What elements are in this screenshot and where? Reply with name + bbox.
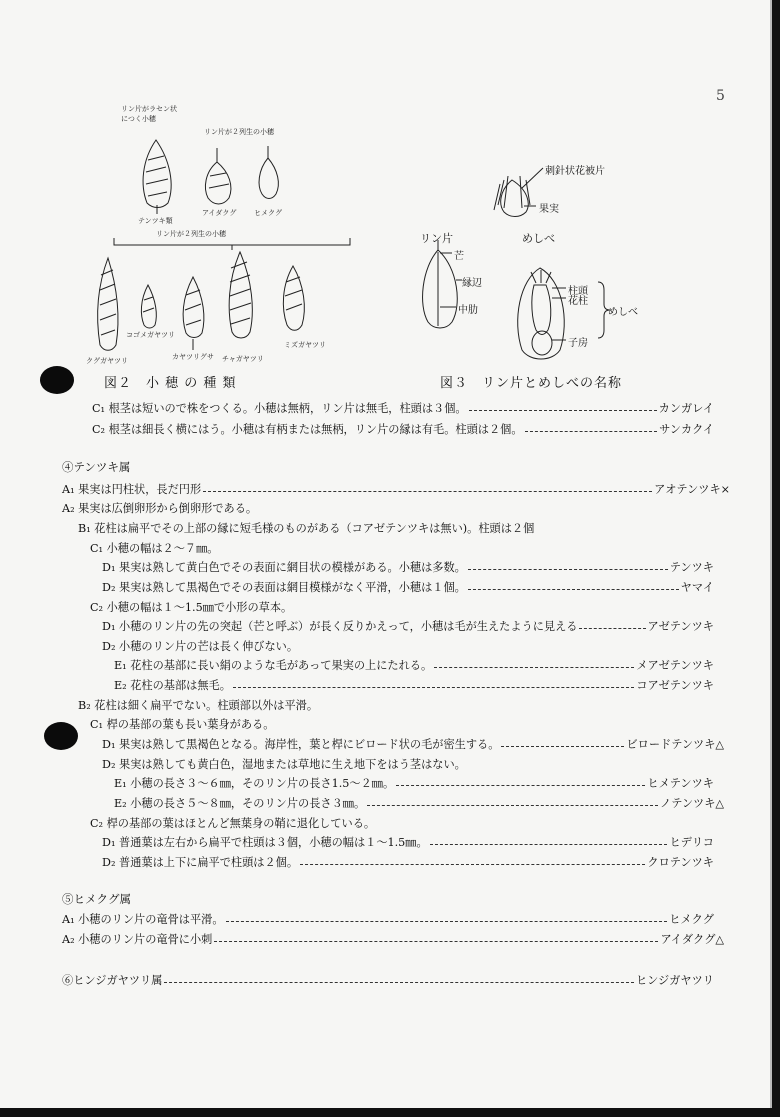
key-entry: E₁ 花柱の基部に長い絹のような毛があって果実の上にたれる。 メアゼテンツキ xyxy=(114,659,714,672)
label-midrib: 中肋 xyxy=(458,305,478,316)
spikelet-label: テンツキ類 xyxy=(138,217,173,225)
key-entry: A₂ 果実は広倒卵形から倒卵形である。 xyxy=(62,502,258,515)
figure-3 xyxy=(0,0,780,400)
key-entry: D₁ 普通葉は左右から扁平で柱頭は３個，小穂の幅は１～1.5㎜。 ヒデリコ xyxy=(102,836,714,849)
key-entry: D₂ 小穂のリン片の芒は長く伸びない。 xyxy=(102,640,299,653)
spikelet-label: チャガヤツリ xyxy=(222,355,264,363)
key-entry: D₁ 果実は熟して黒褐色となる。海岸性，葉と桿にビロード状の毛が密生する。 ビロードテンツキ△ xyxy=(102,738,724,751)
label-2retsu-top: リン片が２列生の小穂 xyxy=(204,128,274,136)
key-entry: E₁ 小穂の長さ３～６㎜，そのリン片の長さ1.5～２㎜。 ヒメテンツキ xyxy=(114,777,714,790)
section-heading: ⑤ヒメクグ属 xyxy=(62,892,131,906)
label-style: 花柱 xyxy=(568,296,588,307)
figure-2-caption: 図２ 小 穂 の 種 類 xyxy=(104,376,237,391)
label-ovary: 子房 xyxy=(568,338,588,349)
spikelet-label: コゴメガヤツリ xyxy=(126,331,175,339)
key-entry: C₂ 桿の基部の葉はほとんど無葉身の鞘に退化している。 xyxy=(90,817,376,830)
label-pistil: めしべ xyxy=(522,232,555,245)
figure-3-caption: 図３ リン片とめしべの名称 xyxy=(440,376,623,391)
key-entry: A₂ 小穂のリン片の竜骨に小刺 アイダクグ△ xyxy=(62,933,724,946)
key-entry: C₂ 小穂の幅は１～1.5㎜で小形の草本。 xyxy=(90,601,293,614)
key-entry: C₂ 根茎は細長く横にはう。小穂は有柄または無柄，リン片の縁は有毛。柱頭は２個。 サンカクイ xyxy=(92,423,714,436)
key-entry: E₂ 小穂の長さ５～８㎜，そのリン片の長さ３㎜。 ノテンツキ△ xyxy=(114,797,724,810)
key-entry: D₂ 普通葉は上下に扁平で柱頭は２個。 クロテンツキ xyxy=(102,856,714,869)
section-heading: ⑥ヒンジガヤツリ属 ヒンジガヤツリ xyxy=(62,974,714,987)
label-awn: 芒 xyxy=(454,251,464,262)
page-number: 5 xyxy=(716,88,725,104)
key-entry: C₁ 小穂の幅は２～７㎜。 xyxy=(90,542,219,555)
label-stigma: 柱頭 xyxy=(568,286,588,297)
key-entry: C₁ 根茎は短いので株をつくる。小穂は無柄，リン片は無毛，柱頭は３個。 カンガレイ xyxy=(92,402,714,415)
binder-hole-mark xyxy=(44,722,78,750)
key-entry: A₁ 果実は円柱状，長だ円形 アオテンツキ× xyxy=(62,483,730,496)
label-bristle: 刺針状花被片 xyxy=(545,166,605,177)
key-entry: E₂ 花柱の基部は無毛。 コアゼテンツキ xyxy=(114,679,714,692)
key-entry: D₂ 果実は熟して黒褐色でその表面は網目模様がなく平滑，小穂は１個。 ヤマイ xyxy=(102,581,714,594)
spikelet-label: アイダクグ xyxy=(202,209,237,217)
key-entry: B₂ 花柱は細く扁平でない。柱頭部以外は平滑。 xyxy=(78,699,319,712)
spikelet-label: クグガヤツリ xyxy=(86,357,128,365)
section-heading: ④テンツキ属 xyxy=(62,460,131,474)
label-rasen: リン片がラセン状 につく小穂 xyxy=(121,105,177,123)
key-entry: A₁ 小穂のリン片の竜骨は平滑。 ヒメクグ xyxy=(62,913,714,926)
label-fruit: 果実 xyxy=(539,204,559,215)
key-entry: D₁ 果実は熟して黄白色でその表面に網目状の模様がある。小穂は多数。 テンツキ xyxy=(102,561,714,574)
label-2retsu-bottom: リン片が２列生の小穂 xyxy=(156,230,226,238)
key-entry: C₁ 桿の基部の葉も長い葉身がある。 xyxy=(90,718,275,731)
key-entry: B₁ 花柱は扁平でその上部の縁に短毛様のものがある（コアゼテンツキは無い)。柱頭は２個 xyxy=(78,522,535,535)
label-edge: 縁辺 xyxy=(462,278,482,289)
scale-pistil-drawings xyxy=(0,0,780,400)
key-entry: D₂ 果実は熟しても黄白色，湿地または草地に生え地下をはう茎はない。 xyxy=(102,758,466,771)
spikelet-label: カヤツリグサ xyxy=(172,353,214,361)
key-entry: D₁ 小穂のリン片の先の突起（芒と呼ぶ）が長く反りかえって，小穂は毛が生えたように見える アゼテンツキ xyxy=(102,620,714,633)
spikelet-label: ミズガヤツリ xyxy=(284,341,326,349)
label-scale: リン片 xyxy=(420,232,453,245)
spikelet-label: ヒメクグ xyxy=(254,209,282,217)
label-pistil-bracket: めしべ xyxy=(608,307,638,318)
